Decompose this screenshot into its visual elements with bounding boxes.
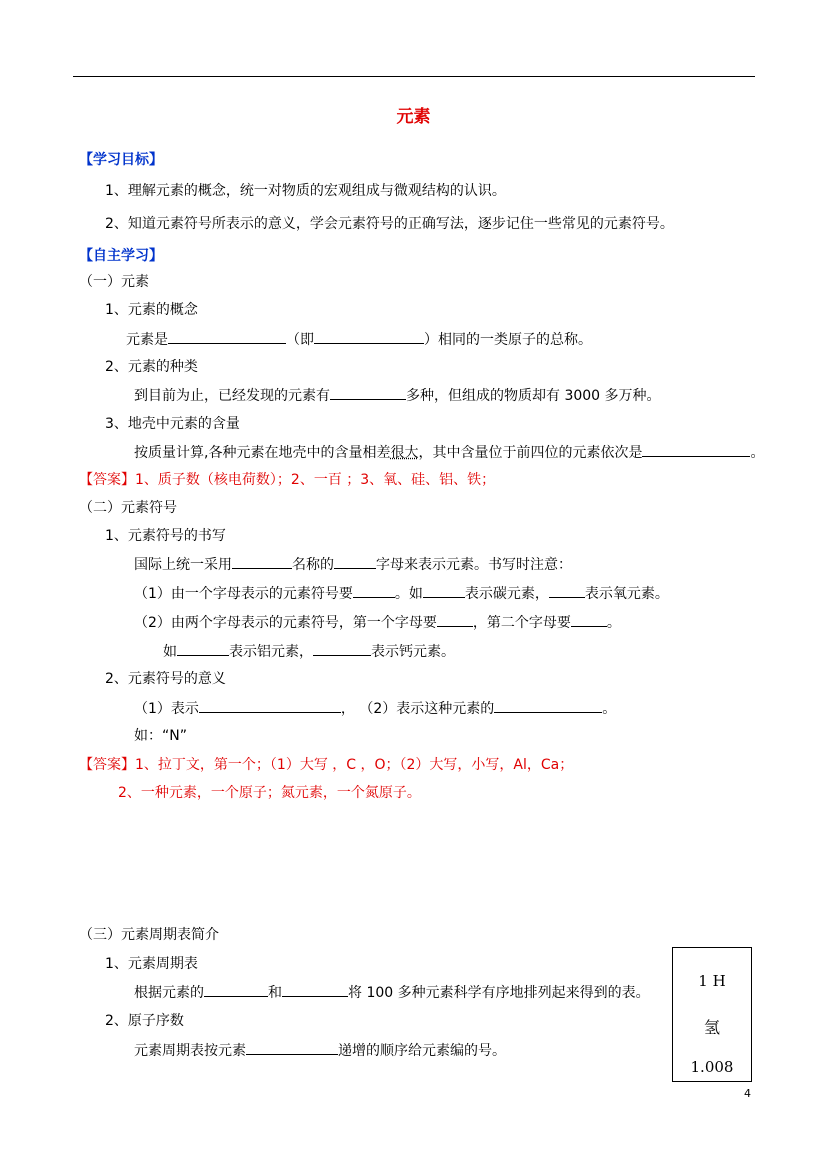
part3-heading: （三）元素周期表简介 (79, 927, 219, 943)
text: ， （2）表示这种元素的 (340, 701, 495, 717)
crust-content-line (134, 443, 764, 462)
blank-field[interactable] (642, 443, 750, 457)
goals-heading: 【学习目标】 (79, 152, 163, 168)
text: 递增的顺序给元素编的号。 (338, 1043, 506, 1059)
answer-part1: 【答案】1、质子数（核电荷数）；2、一百 ；3、氧、硅、铝、铁； (79, 472, 496, 488)
goal-item: 1、理解元素的概念，统一对物质的宏观组成与微观结构的认识。 (105, 183, 506, 199)
text: 将 100 多种元素科学有序地排列起来得到的表。 (348, 985, 650, 1001)
text: 多种，但组成的物质却有 3000 多万种。 (406, 388, 661, 404)
blank-field[interactable] (177, 642, 229, 656)
text: 元素周期表按元素 (134, 1043, 246, 1059)
part1-s1-heading: 1、元素的概念 (105, 302, 198, 318)
part1-s2-heading: 2、元素的种类 (105, 359, 198, 375)
text: 国际上统一采用 (134, 557, 232, 573)
part1-heading: （一）元素 (79, 274, 149, 290)
blank-field[interactable] (246, 1041, 338, 1055)
blank-field[interactable] (334, 555, 376, 569)
blank-field[interactable] (314, 330, 424, 344)
text: ，第二个字母要 (472, 615, 571, 631)
answer-part2-line1: 【答案】1、拉丁文，第一个；（1）大写 ，C ，O；（2）大写，小写，Al，Ca； (79, 757, 574, 773)
text: 表示碳元素， (464, 586, 549, 602)
two-letter-rule-line (134, 613, 621, 632)
symbol-meaning-line (134, 699, 616, 718)
blank-field[interactable] (168, 330, 286, 344)
element-name: 氢 (703, 1018, 720, 1037)
text: 。 (606, 615, 621, 631)
atomic-number-line (134, 1041, 506, 1060)
text: 表示氧元素。 (584, 586, 669, 602)
element-definition-line (126, 330, 592, 349)
periodic-element-cell (672, 947, 752, 1082)
element-types-line (134, 386, 661, 405)
text: 按质量计算,各种元素在地壳中的含量相差 (134, 445, 391, 461)
blank-field[interactable] (330, 386, 406, 400)
element-number-symbol: 1 H (698, 972, 726, 990)
blank-field[interactable] (353, 584, 395, 598)
text: 根据元素的 (134, 985, 204, 1001)
text: （1）表示 (134, 701, 199, 717)
text: 元素是 (126, 332, 168, 348)
text: （即 (286, 332, 314, 348)
page-number: 4 (744, 1087, 751, 1100)
text: 表示钙元素。 (371, 644, 455, 660)
blank-field[interactable] (571, 613, 607, 627)
part3-s2-heading: 2、原子序数 (105, 1013, 184, 1029)
text: 。 (602, 701, 617, 717)
text: 字母来表示元素。书写时注意： (376, 557, 572, 573)
text: 和 (268, 985, 282, 1001)
goal-item: 2、知道元素符号所表示的意义，学会元素符号的正确写法，逐步记住一些常见的元素符号。 (105, 216, 674, 232)
text: ）相同的一类原子的总称。 (424, 332, 592, 348)
one-letter-rule-line (134, 584, 669, 603)
answer-part2-line2: 2、一种元素，一个原子；氮元素，一个氮原子。 (118, 785, 421, 801)
text: （1）由一个字母表示的元素符号要 (134, 586, 353, 602)
blank-field[interactable] (423, 584, 465, 598)
text: 表示铝元素， (229, 644, 313, 660)
part2-heading: （二）元素符号 (79, 500, 177, 516)
page-title: 元素 (396, 107, 431, 127)
blank-field[interactable] (437, 613, 473, 627)
text: （2）由两个字母表示的元素符号，第一个字母要 (134, 615, 437, 631)
element-mass: 1.008 (690, 1058, 734, 1076)
part3-s1-heading: 1、元素周期表 (105, 956, 198, 972)
header-rule (73, 76, 755, 77)
text: 。如 (394, 586, 423, 602)
text: 到目前为止，已经发现的元素有 (134, 388, 330, 404)
text: ，其中含量位于前四位的元素依次是 (418, 445, 643, 461)
blank-field[interactable] (494, 699, 602, 713)
text: 名称的 (292, 557, 334, 573)
self-study-heading: 【自主学习】 (79, 248, 163, 264)
blank-field[interactable] (204, 983, 268, 997)
blank-field[interactable] (199, 699, 341, 713)
part1-s3-heading: 3、地壳中元素的含量 (105, 416, 240, 432)
part2-s2-heading: 2、元素符号的意义 (105, 671, 226, 687)
blank-field[interactable] (232, 555, 292, 569)
blank-field[interactable] (549, 584, 585, 598)
text: 。 (750, 445, 765, 461)
blank-field[interactable] (282, 983, 348, 997)
emphasis-text: 很大 (390, 445, 419, 461)
example-line (163, 642, 455, 661)
symbol-writing-line (134, 555, 572, 574)
text: 如 (163, 644, 177, 660)
example-n: 如：“N” (134, 728, 187, 744)
part2-s1-heading: 1、元素符号的书写 (105, 528, 226, 544)
periodic-table-line (134, 983, 650, 1002)
blank-field[interactable] (313, 642, 371, 656)
